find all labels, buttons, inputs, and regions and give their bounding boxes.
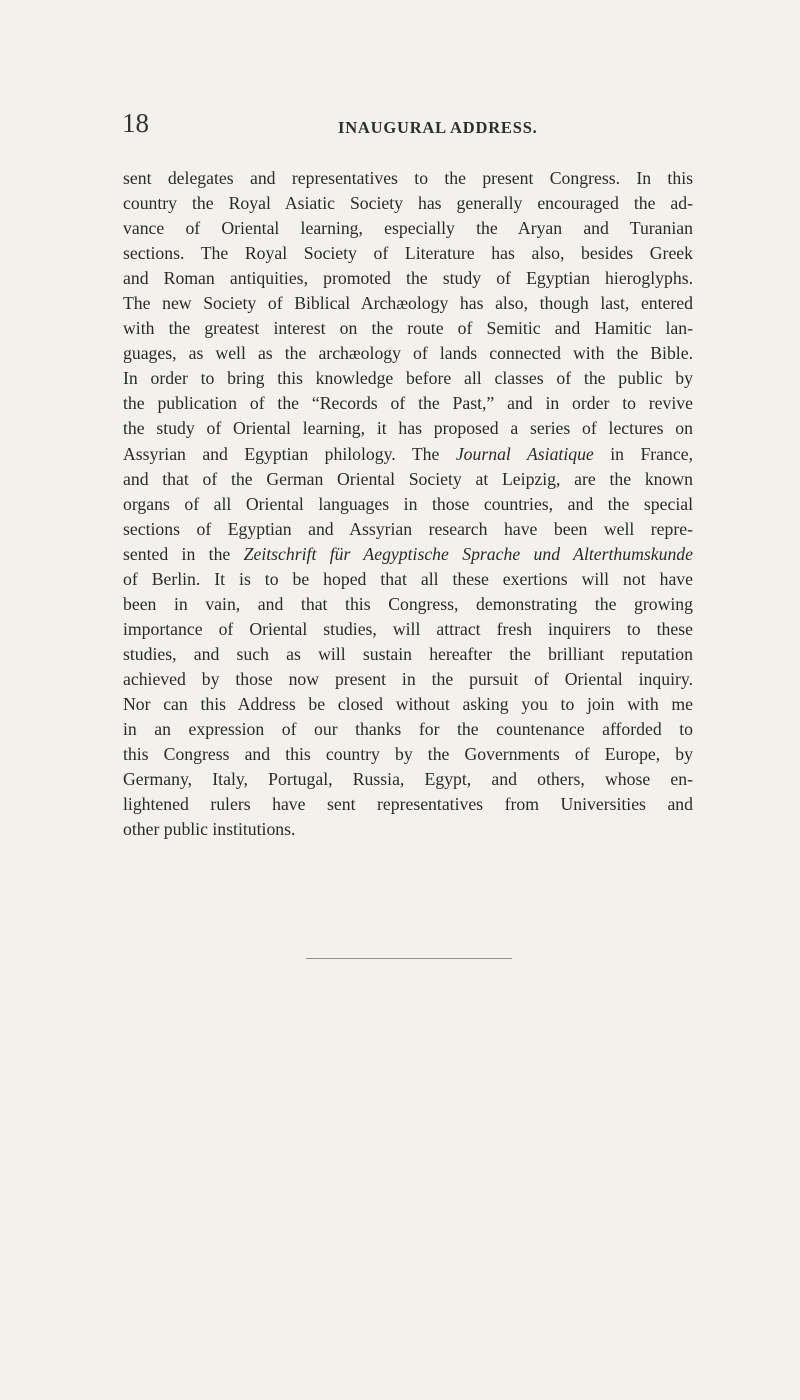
text-run: sections of Egyptian and Assyrian research have been well repre- [123,518,693,539]
text-run: the publication of the “Records of the Past,” and in order to revive [123,393,693,414]
text-run: been in vain, and that this Congress, demonstrating the growing [123,593,693,614]
text-run: importance of Oriental studies, will attract fresh inquirers to these [123,618,693,639]
text-run: guages, as well as the archæology of lands connected with the Bible. [123,343,693,364]
text-run: sections. The Royal Society of Literature has also, besides Greek [123,243,693,264]
text-run: and Roman antiquities, promoted the study of Egyptian hieroglyphs. [123,268,693,289]
text-line [123,191,693,216]
text-line [123,767,693,792]
text-run: country the Royal Asiatic Society has generally encouraged the ad- [123,193,693,214]
italic-title: Journal Asiatique [455,443,594,464]
text-line [123,366,693,391]
text-run: The new Society of Biblical Archæology has also, though last, entered [123,293,693,314]
text-run: and that of the German Oriental Society at Leipzig, are the known [123,468,693,489]
text-line [123,517,693,542]
text-line [123,542,693,567]
text-line [123,216,693,241]
text-line [123,391,693,416]
text-line [123,291,693,316]
text-run: with the greatest interest on the route of Semitic and Hamitic lan- [123,318,693,339]
italic-title: Zeitschrift für Aegyptische Sprache und Alterthumskunde [243,543,693,564]
text-run: this Congress and this country by the Governments of Europe, by [123,744,693,765]
text-line [123,792,693,817]
body-paragraph [123,166,693,842]
text-run: In order to bring this knowledge before all classes of the public by [123,368,693,389]
text-line [123,416,693,441]
text-line [123,742,693,767]
text-run: other public institutions. [123,819,296,840]
text-run: lightened rulers have sent representatives from Universities and [123,794,693,815]
text-line [123,467,693,492]
text-run: achieved by those now present in the pursuit of Oriental inquiry. [123,668,693,689]
text-run: Assyrian and Egyptian philology. The [123,443,456,464]
text-run: sented in the [123,543,244,564]
text-line [123,492,693,517]
text-run: studies, and such as will sustain hereafter the brilliant reputation [123,643,693,664]
text-line [123,667,693,692]
text-run: sent delegates and representatives to the present Congress. In this [123,168,693,188]
text-line [123,341,693,366]
text-line [123,692,693,717]
text-line [123,717,693,742]
text-line [123,642,693,667]
text-run: the study of Oriental learning, it has proposed a series of lectures on [123,418,693,439]
text-run: Germany, Italy, Portugal, Russia, Egypt, and others, whose en- [123,769,693,790]
text-run: Nor can this Address be closed without asking you to join with me [123,693,693,714]
running-head: INAUGURAL ADDRESS. [338,118,538,137]
page-number: 18 [122,108,149,138]
text-line [123,266,693,291]
text-line [123,817,693,842]
text-run: in an expression of our thanks for the countenance afforded to [123,719,693,740]
page-header [0,108,800,148]
text-line [123,442,693,467]
text-run: in France, [593,443,693,464]
text-line [123,316,693,341]
text-line [123,166,693,191]
text-line [123,241,693,266]
text-run: organs of all Oriental languages in those countries, and the special [123,493,693,514]
footer-rule [306,958,512,959]
text-run: of Berlin. It is to be hoped that all these exertions will not have [123,568,693,589]
text-line [123,592,693,617]
text-line [123,617,693,642]
text-line [123,567,693,592]
text-run: vance of Oriental learning, especially the Aryan and Turanian [123,218,693,239]
